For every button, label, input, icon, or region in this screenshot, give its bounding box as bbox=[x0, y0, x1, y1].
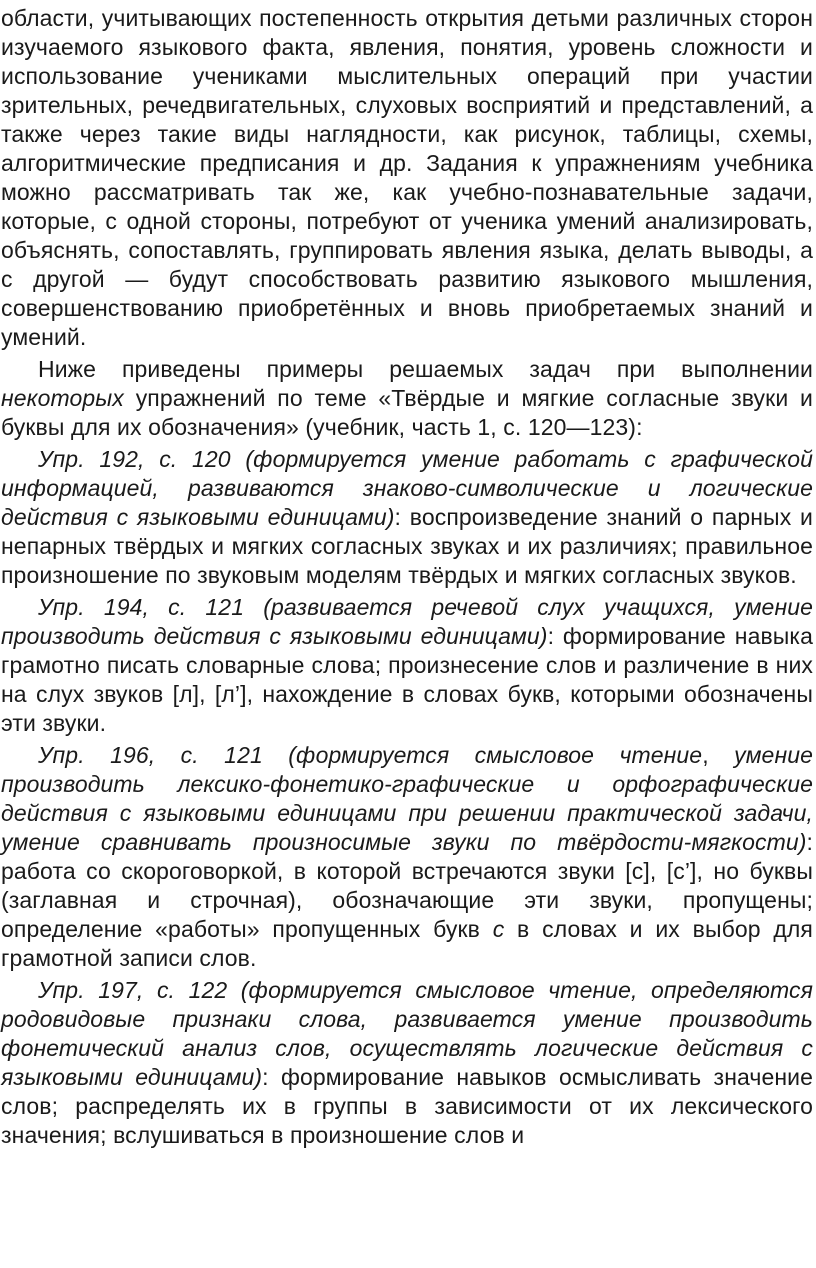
exercise-heading-comma: , bbox=[702, 742, 735, 768]
exercise-heading: Упр. 194, с. 121 (развивается речевой слух учащихся, умение производить действия с языковыми единицами) bbox=[1, 594, 813, 649]
paragraph-exercise-196 bbox=[1, 741, 813, 973]
exercise-description: в словах и их выбор для грамотной записи слов. bbox=[1, 916, 813, 971]
exercise-heading: Упр. 196, с. 121 (формируется смысловое чтение bbox=[38, 742, 703, 768]
paragraph-text: упражнений по теме «Твёрдые и мягкие согласные звуки и буквы для их обозначения» (учебник, часть 1, с. 120—123): bbox=[1, 385, 813, 440]
paragraph-text: области, учитывающих постепенность открытия детьми различных сторон изучаемого языкового факта, явления, понятия, уровень сложности и использование учениками мыслительных операций при участии зрительных, речедвигательных, слуховых восприятий и представлений, а также через такие виды наглядности, как рисунок, таблицы, схемы, алгоритмические предписания и др. Задания к упражнениям учебника можно рассматривать так же, как учебно-познавательные задачи, которые, с одной стороны, потребуют от ученика умений анализировать, объяснять, сопоставлять, группировать явления языка, делать выводы, а с другой — будут способствовать развитию языкового мышления, совершенствованию приобретённых и вновь приобретаемых знаний и умений. bbox=[1, 5, 813, 350]
exercise-description: : воспроизведение знаний о парных и непарных твёрдых и мягких согласных звуках и их различиях; правильное произношение по звуковым моделям твёрдых и мягких согласных звуков. bbox=[1, 504, 813, 588]
paragraph-exercise-194 bbox=[1, 593, 813, 738]
exercise-description: : работа со скороговоркой, в которой встречаются звуки [с], [с’], но буквы (заглавная и строчная), обозначающие эти звуки, пропущены; определение «работы» пропущенных букв bbox=[1, 829, 813, 942]
exercise-heading: умение производить лексико-фонетико-графические и орфографические действия с языковыми единицами при решении практической задачи, умение сравнивать произносимые звуки по твёрдости-мягкости) bbox=[1, 742, 813, 855]
exercise-heading: Упр. 192, с. 120 (формируется умение работать с графической информацией, развиваются знаково-символические и логические действия с языковыми единицами) bbox=[1, 446, 813, 530]
paragraph-exercise-197 bbox=[1, 976, 813, 1150]
paragraph-exercise-192 bbox=[1, 445, 813, 590]
paragraph-examples-intro bbox=[1, 355, 813, 442]
paragraph-intro-continuation bbox=[1, 4, 813, 352]
paragraph-text: Ниже приведены примеры решаемых задач при выполнении bbox=[38, 356, 813, 382]
exercise-description: : формирование навыков осмысливать значение слов; распределять их в группы в зависимости от их лексического значения; вслушиваться в произношение слов и bbox=[1, 1064, 813, 1148]
emphasis-letter: с bbox=[492, 916, 505, 942]
exercise-heading: Упр. 197, с. 122 (формируется смысловое чтение, определяются родовидовые признаки слова, развивается умение производить фонетический анализ слов, осуществлять логические действия с языковыми единицами) bbox=[1, 977, 813, 1090]
emphasis-text: некоторых bbox=[1, 385, 124, 411]
exercise-description: : формирование навыка грамотно писать словарные слова; произнесение слов и различение в них на слух звуков [л], [л’], нахождение в словах букв, которыми обозначены эти звуки. bbox=[1, 623, 813, 736]
